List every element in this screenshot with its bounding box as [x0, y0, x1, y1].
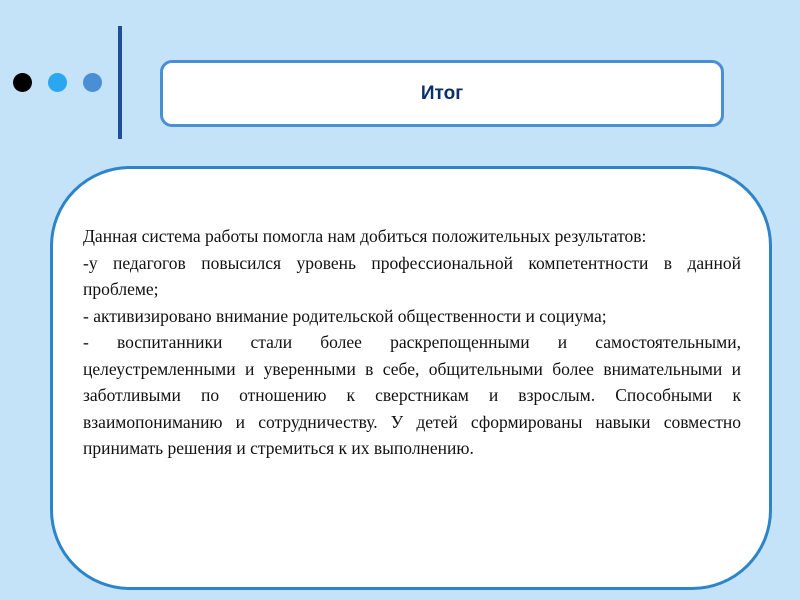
slide-title: Итог — [420, 82, 464, 104]
body-paragraph-teachers: -у педагогов повысился уровень профессиональной компетентности в данной проблеме; — [83, 252, 741, 299]
decor-dot-blue — [83, 73, 102, 92]
slide-content-box — [50, 166, 772, 590]
slide-body-text — [83, 223, 741, 462]
decor-dot-light-blue — [48, 73, 67, 92]
body-paragraph-intro: Данная система работы помогла нам добиться положительных результатов: — [83, 226, 647, 246]
decor-vertical-divider — [118, 26, 122, 139]
body-paragraph-parents: - активизировано внимание родительской общественности и социума; — [83, 305, 607, 326]
body-paragraph-pupils: - воспитанники стали более раскрепощенными и самостоятельными, целеустремленными и уверенными в себе, общительными более внимательными и заботливыми по отношению к сверстникам и взрослым. Способными к взаимопониманию и сотрудничеству. У детей сформированы навыки совместно принимать решения и стремиться к их выполнению. — [83, 332, 741, 458]
slide-title-box — [160, 60, 724, 127]
decor-dot-black — [13, 73, 32, 92]
